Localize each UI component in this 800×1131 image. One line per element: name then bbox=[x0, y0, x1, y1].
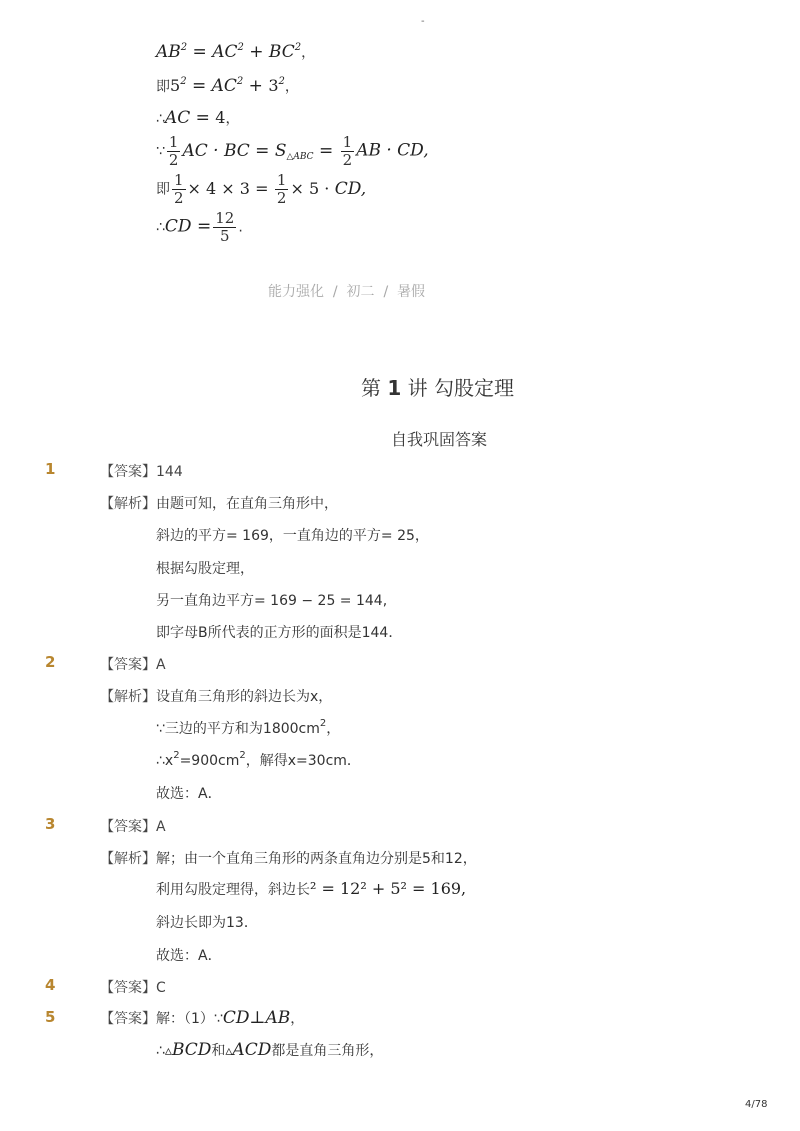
analysis-text: ∴▵BCD和▵ACD都是直角三角形， bbox=[156, 1040, 384, 1060]
question-number: 3 bbox=[45, 815, 56, 833]
analysis-line: 【解析】设直角三角形的斜边长为x， bbox=[100, 689, 333, 705]
question-number: 5 bbox=[45, 1008, 56, 1026]
analysis-text: 故选：A． bbox=[156, 948, 222, 964]
analysis-text: 斜边的平方= 169，一直角边的平方= 25， bbox=[156, 528, 429, 544]
prev-line-4: ∵ $\frac{1}{2}$ AC · BC = $S_{\triangle ABC}$ = $\frac{1}{2}$ AB · CD, bbox=[156, 133, 429, 169]
prev-line-5: 即 $\frac{1}{2}$ × 4 × 3 = $\frac{1}{2}$ × 5 · CD, bbox=[156, 171, 367, 207]
analysis-text: 即字母B所代表的正方形的面积是144． bbox=[156, 625, 403, 641]
analysis-text: ∵三边的平方和为$1800cm^2$， bbox=[156, 718, 341, 737]
prev-line-3: ∴AC = 4， bbox=[156, 108, 240, 128]
answer-line: 【答案】A bbox=[100, 819, 166, 835]
header-mark: - bbox=[421, 16, 425, 27]
analysis-text: 斜边长即为13． bbox=[156, 915, 258, 931]
question-number: 2 bbox=[45, 653, 56, 671]
prev-line-1: $AB^2 = AC^2 + BC^2$， bbox=[156, 42, 316, 62]
lecture-title: 第 1 讲 勾股定理 bbox=[361, 376, 514, 400]
question-number: 1 bbox=[45, 460, 56, 478]
prev-line-2: 即$5^2 = AC^2 + 3^2$， bbox=[156, 76, 299, 96]
answer-line: 【答案】C bbox=[100, 980, 166, 996]
analysis-line: 【解析】由题可知，在直角三角形中， bbox=[100, 496, 338, 512]
answer-line: 【答案】144 bbox=[100, 464, 183, 480]
answer-line: 【答案】解：（1）∵CD⊥AB， bbox=[100, 1008, 305, 1028]
page-footer: 能力强化 / 初二 / 暑假 bbox=[268, 284, 426, 300]
analysis-text: 利用勾股定理得，斜边长² = 12² + 5² = 169, bbox=[156, 879, 467, 898]
analysis-text: 另一直角边平方= 169 − 25 = 144, bbox=[156, 593, 388, 609]
page-number: 4/78 bbox=[745, 1099, 768, 1110]
section-title: 自我巩固答案 bbox=[391, 430, 488, 449]
question-number: 4 bbox=[45, 976, 56, 994]
analysis-line: 【解析】解；由一个直角三角形的两条直角边分别是5和12， bbox=[100, 851, 477, 867]
analysis-text: 故选：A． bbox=[156, 786, 222, 802]
answer-line: 【答案】A bbox=[100, 657, 166, 673]
prev-line-6: ∴CD = $\frac{12}{5}$ . bbox=[156, 209, 243, 245]
analysis-text: $\therefore x^2=900cm^2$，解得x=30cm． bbox=[156, 750, 361, 769]
analysis-text: 根据勾股定理， bbox=[156, 561, 254, 577]
